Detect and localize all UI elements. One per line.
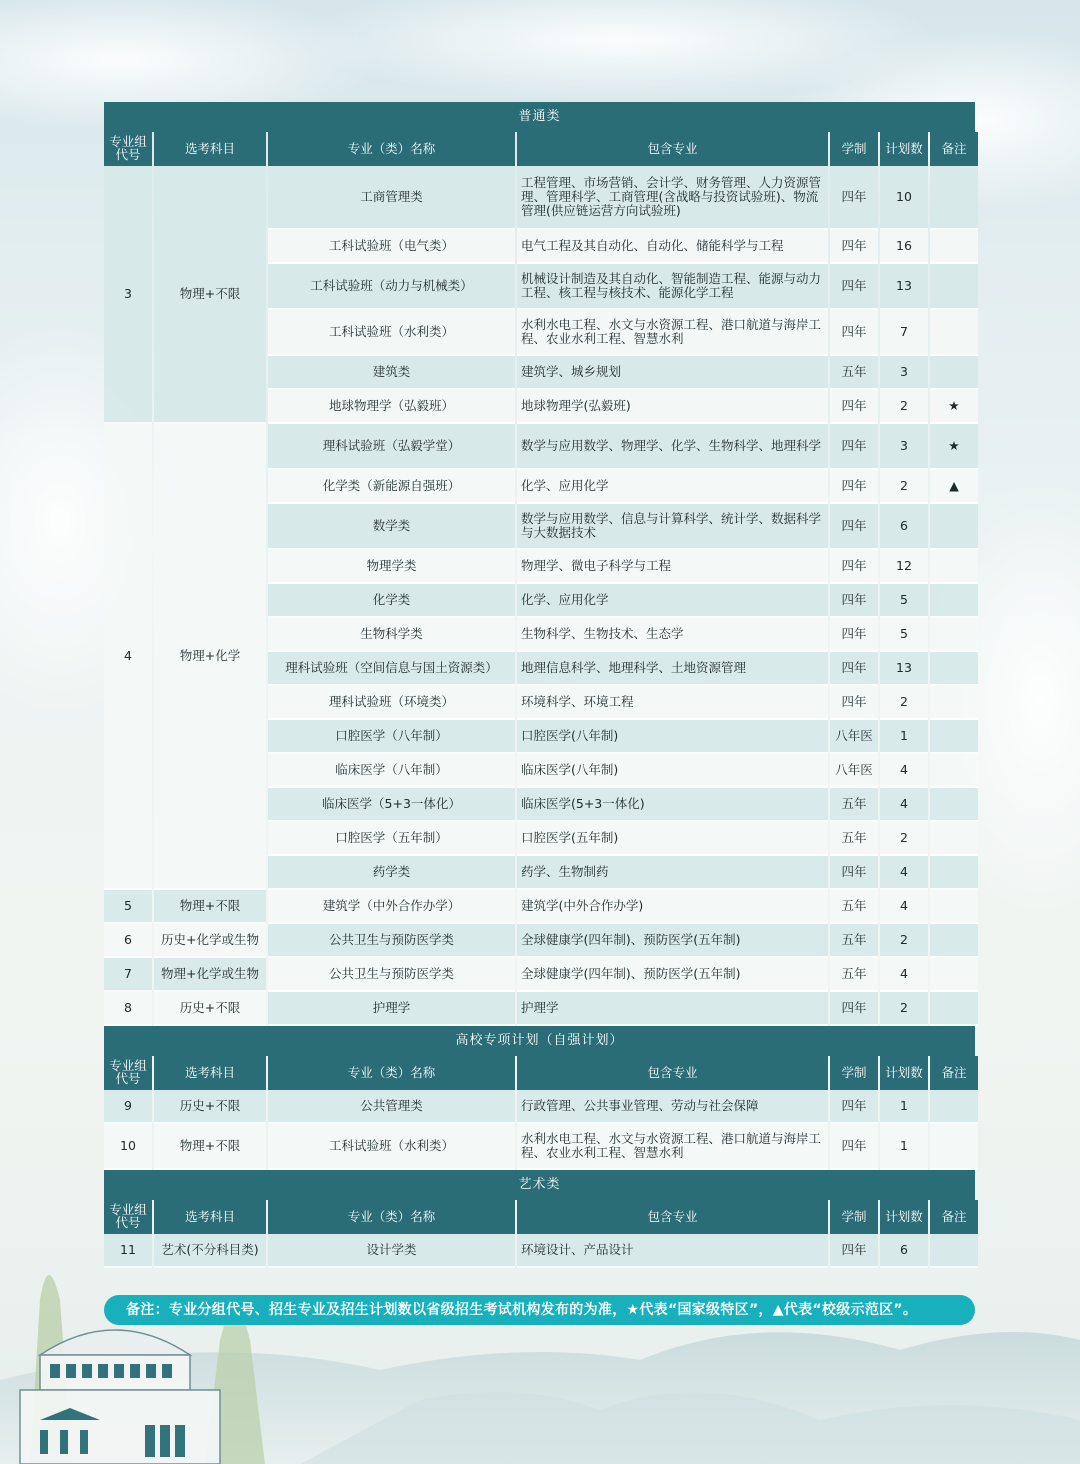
- table-row: [104, 166, 978, 230]
- plan-count-cell: 3: [880, 424, 928, 470]
- duration-cell: 四年: [830, 1234, 878, 1268]
- duration-cell: 四年: [830, 504, 878, 550]
- table-row: [104, 1124, 978, 1170]
- subjects-cell: 物理+化学或生物: [154, 958, 266, 992]
- plan-count-cell: 16: [880, 230, 928, 264]
- group-code-cell: 8: [104, 992, 152, 1026]
- header-duration: 学制: [830, 1056, 878, 1090]
- remark-cell: [930, 618, 978, 652]
- table-row: [104, 1090, 978, 1124]
- duration-cell: 五年: [830, 958, 878, 992]
- plan-count-cell: 2: [880, 822, 928, 856]
- included-majors-cell: 化学、应用化学: [517, 470, 828, 504]
- major-name-cell: 化学类: [268, 584, 515, 618]
- header-major-name: 专业（类）名称: [268, 132, 515, 166]
- included-majors-cell: 数学与应用数学、信息与计算科学、统计学、数据科学与大数据技术: [517, 504, 828, 550]
- header-group-code: 专业组代号: [104, 1200, 152, 1234]
- header-subjects: 选考科目: [154, 1056, 266, 1090]
- group-code-cell: 5: [104, 890, 152, 924]
- included-majors-cell: 建筑学、城乡规划: [517, 356, 828, 390]
- group-code-cell: 4: [104, 424, 152, 890]
- included-majors-cell: 临床医学(5+3一体化): [517, 788, 828, 822]
- duration-cell: 四年: [830, 652, 878, 686]
- plan-count-cell: 10: [880, 166, 928, 230]
- table-row: [104, 424, 978, 470]
- major-name-cell: 临床医学（5+3一体化）: [268, 788, 515, 822]
- major-name-cell: 工商管理类: [268, 166, 515, 230]
- header-major-name: 专业（类）名称: [268, 1056, 515, 1090]
- table-header-row: [104, 132, 978, 166]
- subjects-cell: 历史+不限: [154, 992, 266, 1026]
- remark-cell: ★: [930, 424, 978, 470]
- header-plan-count: 计划数: [880, 1056, 928, 1090]
- remark-cell: [930, 652, 978, 686]
- header-group-code: 专业组代号: [104, 1056, 152, 1090]
- remark-cell: [930, 264, 978, 310]
- included-majors-cell: 行政管理、公共事业管理、劳动与社会保障: [517, 1090, 828, 1124]
- duration-cell: 四年: [830, 992, 878, 1026]
- remark-cell: ▲: [930, 470, 978, 504]
- subjects-cell: 历史+不限: [154, 1090, 266, 1124]
- plan-count-cell: 4: [880, 788, 928, 822]
- plan-count-cell: 1: [880, 1124, 928, 1170]
- duration-cell: 四年: [830, 550, 878, 584]
- plan-count-cell: 5: [880, 584, 928, 618]
- duration-cell: 四年: [830, 1124, 878, 1170]
- plan-count-cell: 2: [880, 992, 928, 1026]
- duration-cell: 四年: [830, 166, 878, 230]
- table-row: [104, 890, 978, 924]
- group-code-cell: 9: [104, 1090, 152, 1124]
- duration-cell: 四年: [830, 390, 878, 424]
- remark-cell: [930, 166, 978, 230]
- duration-cell: 五年: [830, 356, 878, 390]
- included-majors-cell: 环境设计、产品设计: [517, 1234, 828, 1268]
- duration-cell: 五年: [830, 924, 878, 958]
- major-name-cell: 临床医学（八年制）: [268, 754, 515, 788]
- plan-count-cell: 7: [880, 310, 928, 356]
- included-majors-cell: 护理学: [517, 992, 828, 1026]
- footnote-banner: 备注：专业分组代号、招生专业及招生计划数以省级招生考试机构发布的为准，★代表“国家级特区”，▲代表“校级示范区”。: [104, 1295, 975, 1325]
- remark-cell: [930, 1234, 978, 1268]
- subjects-cell: 艺术(不分科目类): [154, 1234, 266, 1268]
- included-majors-cell: 生物科学、生物技术、生态学: [517, 618, 828, 652]
- included-majors-cell: 口腔医学(五年制): [517, 822, 828, 856]
- header-duration: 学制: [830, 1200, 878, 1234]
- plan-count-cell: 4: [880, 958, 928, 992]
- included-majors-cell: 药学、生物制药: [517, 856, 828, 890]
- header-group-code: 专业组代号: [104, 132, 152, 166]
- major-name-cell: 生物科学类: [268, 618, 515, 652]
- plan-count-cell: 6: [880, 1234, 928, 1268]
- remark-cell: [930, 310, 978, 356]
- included-majors-cell: 机械设计制造及其自动化、智能制造工程、能源与动力工程、核工程与核技术、能源化学工程: [517, 264, 828, 310]
- table-header-row: [104, 1056, 978, 1090]
- plan-count-cell: 4: [880, 856, 928, 890]
- group-code-cell: 11: [104, 1234, 152, 1268]
- header-included-majors: 包含专业: [517, 1200, 828, 1234]
- remark-cell: [930, 1090, 978, 1124]
- included-majors-cell: 数学与应用数学、物理学、化学、生物科学、地理科学: [517, 424, 828, 470]
- major-name-cell: 口腔医学（五年制）: [268, 822, 515, 856]
- major-name-cell: 建筑学（中外合作办学）: [268, 890, 515, 924]
- plan-count-cell: 4: [880, 890, 928, 924]
- plan-table: [102, 1200, 980, 1268]
- included-majors-cell: 地理信息科学、地理科学、土地资源管理: [517, 652, 828, 686]
- duration-cell: 五年: [830, 788, 878, 822]
- header-included-majors: 包含专业: [517, 1056, 828, 1090]
- duration-cell: 四年: [830, 230, 878, 264]
- remark-cell: [930, 924, 978, 958]
- admission-plan-tables: [104, 102, 975, 1268]
- plan-count-cell: 13: [880, 652, 928, 686]
- subjects-cell: 历史+化学或生物: [154, 924, 266, 958]
- remark-cell: [930, 230, 978, 264]
- remark-cell: [930, 856, 978, 890]
- remark-cell: [930, 550, 978, 584]
- major-name-cell: 公共卫生与预防医学类: [268, 958, 515, 992]
- header-subjects: 选考科目: [154, 1200, 266, 1234]
- header-remark: 备注: [930, 132, 978, 166]
- major-name-cell: 理科试验班（弘毅学堂）: [268, 424, 515, 470]
- group-code-cell: 7: [104, 958, 152, 992]
- plan-count-cell: 6: [880, 504, 928, 550]
- included-majors-cell: 电气工程及其自动化、自动化、储能科学与工程: [517, 230, 828, 264]
- remark-cell: [930, 356, 978, 390]
- major-name-cell: 护理学: [268, 992, 515, 1026]
- table-row: [104, 1234, 978, 1268]
- header-included-majors: 包含专业: [517, 132, 828, 166]
- major-name-cell: 数学类: [268, 504, 515, 550]
- duration-cell: 四年: [830, 264, 878, 310]
- included-majors-cell: 水利水电工程、水文与水资源工程、港口航道与海岸工程、农业水利工程、智慧水利: [517, 310, 828, 356]
- subjects-cell: 物理+不限: [154, 1124, 266, 1170]
- included-majors-cell: 全球健康学(四年制)、预防医学(五年制): [517, 958, 828, 992]
- header-duration: 学制: [830, 132, 878, 166]
- remark-cell: [930, 788, 978, 822]
- header-remark: 备注: [930, 1056, 978, 1090]
- major-name-cell: 工科试验班（动力与机械类）: [268, 264, 515, 310]
- group-code-cell: 6: [104, 924, 152, 958]
- duration-cell: 四年: [830, 584, 878, 618]
- remark-cell: [930, 958, 978, 992]
- remark-cell: [930, 822, 978, 856]
- duration-cell: 五年: [830, 822, 878, 856]
- major-name-cell: 理科试验班（环境类）: [268, 686, 515, 720]
- plan-count-cell: 12: [880, 550, 928, 584]
- duration-cell: 八年医: [830, 720, 878, 754]
- plan-count-cell: 1: [880, 1090, 928, 1124]
- major-name-cell: 口腔医学（八年制）: [268, 720, 515, 754]
- major-name-cell: 公共管理类: [268, 1090, 515, 1124]
- subjects-cell: 物理+化学: [154, 424, 266, 890]
- duration-cell: 四年: [830, 686, 878, 720]
- subjects-cell: 物理+不限: [154, 890, 266, 924]
- included-majors-cell: 工程管理、市场营销、会计学、财务管理、人力资源管理、管理科学、工商管理(含战略与投资试验班)、物流管理(供应链运营方向试验班): [517, 166, 828, 230]
- remark-cell: [930, 584, 978, 618]
- table-row: [104, 924, 978, 958]
- duration-cell: 八年医: [830, 754, 878, 788]
- group-code-cell: 10: [104, 1124, 152, 1170]
- major-name-cell: 药学类: [268, 856, 515, 890]
- major-name-cell: 化学类（新能源自强班）: [268, 470, 515, 504]
- included-majors-cell: 地球物理学(弘毅班): [517, 390, 828, 424]
- included-majors-cell: 物理学、微电子科学与工程: [517, 550, 828, 584]
- remark-cell: [930, 720, 978, 754]
- remark-cell: [930, 504, 978, 550]
- included-majors-cell: 口腔医学(八年制): [517, 720, 828, 754]
- included-majors-cell: 全球健康学(四年制)、预防医学(五年制): [517, 924, 828, 958]
- major-name-cell: 设计学类: [268, 1234, 515, 1268]
- remark-cell: [930, 1124, 978, 1170]
- remark-cell: [930, 890, 978, 924]
- section-title: 艺术类: [104, 1170, 975, 1200]
- included-majors-cell: 化学、应用化学: [517, 584, 828, 618]
- section-title: 高校专项计划（自强计划）: [104, 1026, 975, 1056]
- plan-count-cell: 2: [880, 686, 928, 720]
- plan-table: [102, 1056, 980, 1170]
- duration-cell: 五年: [830, 890, 878, 924]
- plan-count-cell: 2: [880, 390, 928, 424]
- major-name-cell: 理科试验班（空间信息与国土资源类）: [268, 652, 515, 686]
- remark-cell: [930, 686, 978, 720]
- duration-cell: 四年: [830, 310, 878, 356]
- header-plan-count: 计划数: [880, 1200, 928, 1234]
- major-name-cell: 工科试验班（水利类）: [268, 310, 515, 356]
- plan-count-cell: 1: [880, 720, 928, 754]
- duration-cell: 四年: [830, 1090, 878, 1124]
- header-subjects: 选考科目: [154, 132, 266, 166]
- duration-cell: 四年: [830, 470, 878, 504]
- major-name-cell: 工科试验班（水利类）: [268, 1124, 515, 1170]
- header-major-name: 专业（类）名称: [268, 1200, 515, 1234]
- table-row: [104, 958, 978, 992]
- duration-cell: 四年: [830, 856, 878, 890]
- duration-cell: 四年: [830, 424, 878, 470]
- plan-count-cell: 2: [880, 924, 928, 958]
- remark-cell: [930, 754, 978, 788]
- major-name-cell: 建筑类: [268, 356, 515, 390]
- table-header-row: [104, 1200, 978, 1234]
- major-name-cell: 工科试验班（电气类）: [268, 230, 515, 264]
- plan-count-cell: 4: [880, 754, 928, 788]
- table-row: [104, 992, 978, 1026]
- header-remark: 备注: [930, 1200, 978, 1234]
- included-majors-cell: 建筑学(中外合作办学): [517, 890, 828, 924]
- major-name-cell: 物理学类: [268, 550, 515, 584]
- included-majors-cell: 水利水电工程、水文与水资源工程、港口航道与海岸工程、农业水利工程、智慧水利: [517, 1124, 828, 1170]
- included-majors-cell: 环境科学、环境工程: [517, 686, 828, 720]
- section-title: 普通类: [104, 102, 975, 132]
- subjects-cell: 物理+不限: [154, 166, 266, 424]
- plan-count-cell: 2: [880, 470, 928, 504]
- plan-table: [102, 132, 980, 1026]
- plan-count-cell: 5: [880, 618, 928, 652]
- group-code-cell: 3: [104, 166, 152, 424]
- plan-count-cell: 13: [880, 264, 928, 310]
- remark-cell: [930, 992, 978, 1026]
- included-majors-cell: 临床医学(八年制): [517, 754, 828, 788]
- major-name-cell: 公共卫生与预防医学类: [268, 924, 515, 958]
- remark-cell: ★: [930, 390, 978, 424]
- plan-count-cell: 3: [880, 356, 928, 390]
- header-plan-count: 计划数: [880, 132, 928, 166]
- duration-cell: 四年: [830, 618, 878, 652]
- major-name-cell: 地球物理学（弘毅班）: [268, 390, 515, 424]
